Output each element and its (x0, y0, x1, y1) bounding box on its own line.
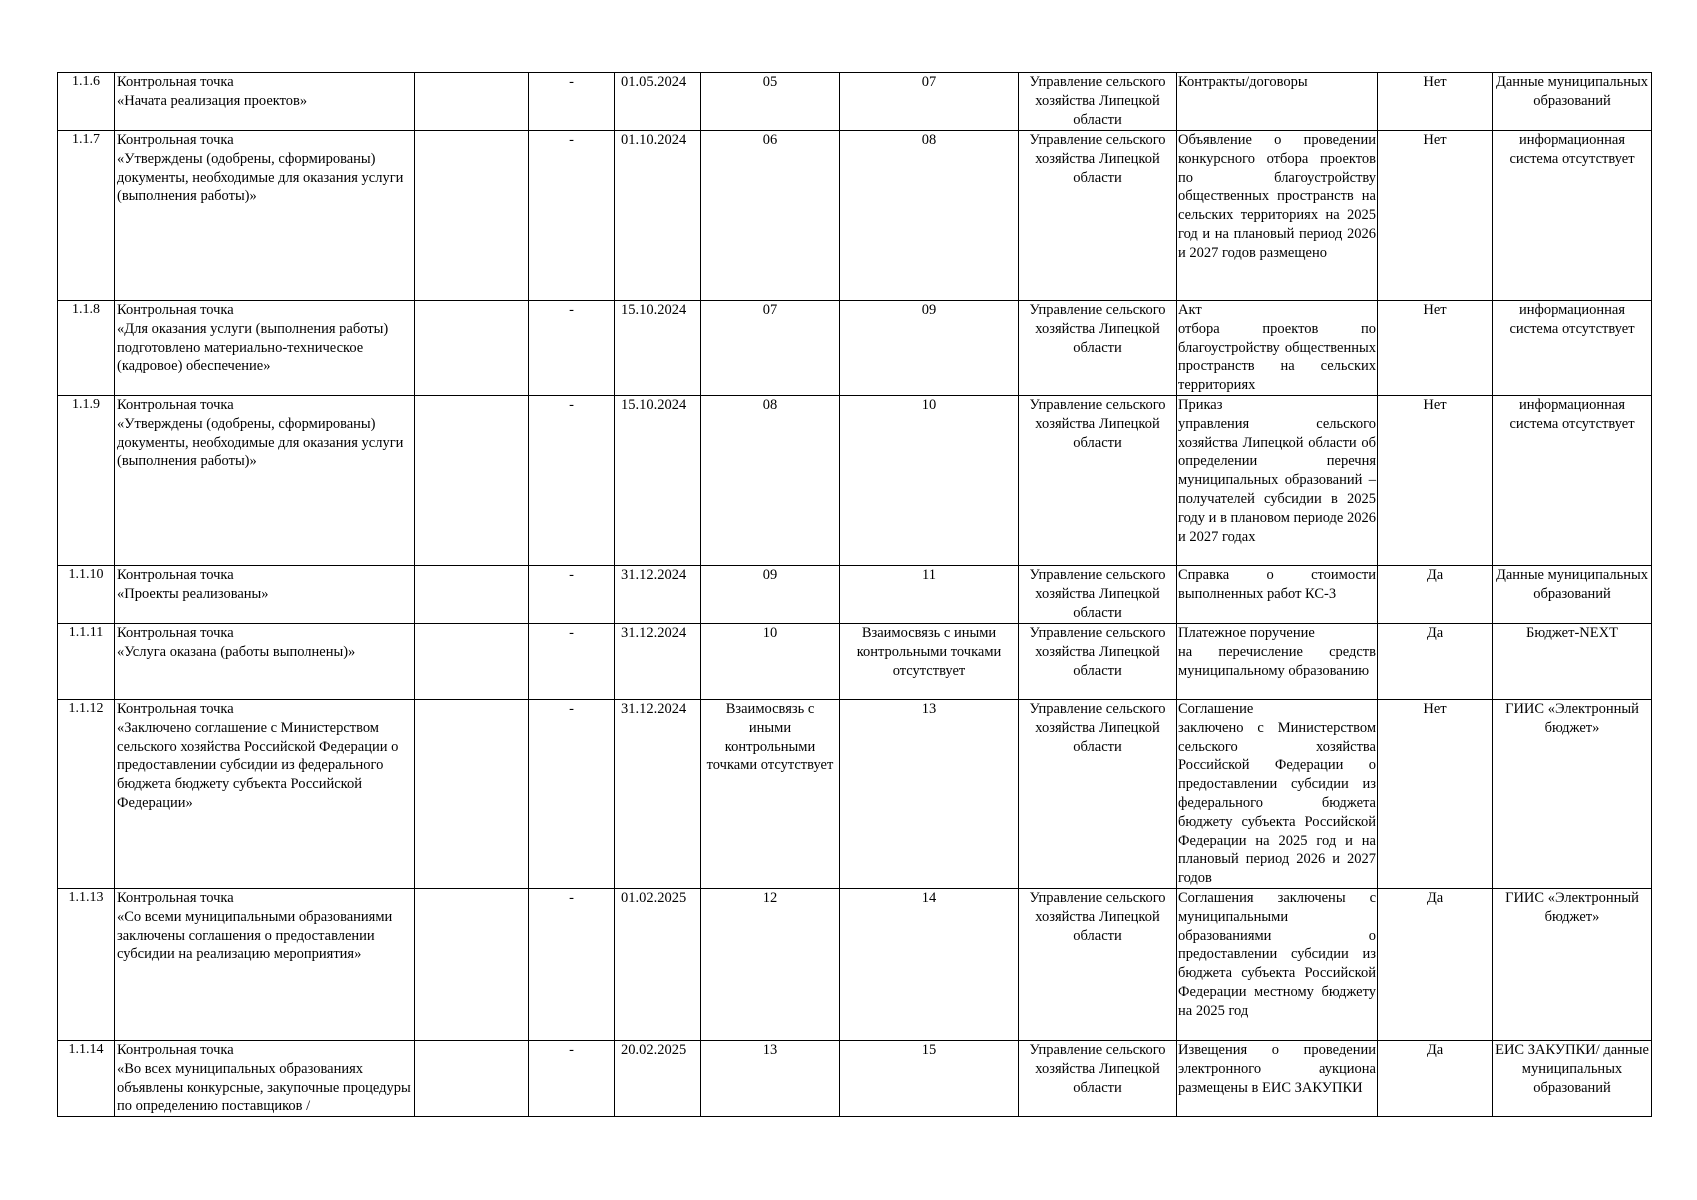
responsible-body: Управление сельского хозяйства Липецкой области (1019, 1040, 1177, 1116)
information-system: ГИИС «Электронный бюджет» (1493, 700, 1652, 889)
control-point-name: Контрольная точка «Для оказания услуги (выполнения работы) подготовлено материально-техническое (кадровое) обеспечение» (115, 301, 415, 396)
information-system: информационная система отсутствует (1493, 396, 1652, 566)
table-row (58, 566, 1652, 624)
dash-cell: - (529, 396, 615, 566)
next-point: Взаимосвязь с иными контрольными точками отсутствует (840, 624, 1019, 700)
blank-cell (415, 396, 529, 566)
information-system: информационная система отсутствует (1493, 301, 1652, 396)
document-type: Приказ управления сельского хозяйства Липецкой области об определении перечня муниципальных образований – получателей субсидии в 2025 году и в плановом периоде 2026 и 2027 годах (1177, 396, 1378, 566)
row-number: 1.1.11 (58, 624, 115, 700)
flag-cell: Нет (1378, 131, 1493, 301)
date-cell: 31.12.2024 (615, 700, 701, 889)
date-cell: 01.10.2024 (615, 131, 701, 301)
flag-cell: Нет (1378, 301, 1493, 396)
table-row (58, 1040, 1652, 1116)
dash-cell: - (529, 131, 615, 301)
dash-cell: - (529, 888, 615, 1040)
table-row (58, 396, 1652, 566)
blank-cell (415, 888, 529, 1040)
table-row (58, 131, 1652, 301)
dash-cell: - (529, 624, 615, 700)
date-cell: 31.12.2024 (615, 566, 701, 624)
blank-cell (415, 624, 529, 700)
blank-cell (415, 566, 529, 624)
next-point: 09 (840, 301, 1019, 396)
responsible-body: Управление сельского хозяйства Липецкой области (1019, 624, 1177, 700)
responsible-body: Управление сельского хозяйства Липецкой области (1019, 73, 1177, 131)
flag-cell: Нет (1378, 396, 1493, 566)
next-point: 07 (840, 73, 1019, 131)
row-number: 1.1.14 (58, 1040, 115, 1116)
date-cell: 31.12.2024 (615, 624, 701, 700)
previous-point: 08 (701, 396, 840, 566)
information-system: Данные муниципальных образований (1493, 566, 1652, 624)
table-row (58, 888, 1652, 1040)
row-number: 1.1.12 (58, 700, 115, 889)
row-number: 1.1.6 (58, 73, 115, 131)
date-cell: 01.05.2024 (615, 73, 701, 131)
blank-cell (415, 700, 529, 889)
dash-cell: - (529, 566, 615, 624)
responsible-body: Управление сельского хозяйства Липецкой области (1019, 700, 1177, 889)
control-point-name: Контрольная точка «Утверждены (одобрены, сформированы) документы, необходимые для оказания услуги (выполнения работы)» (115, 131, 415, 301)
flag-cell: Да (1378, 566, 1493, 624)
table-row (58, 301, 1652, 396)
previous-point: 05 (701, 73, 840, 131)
flag-cell: Да (1378, 624, 1493, 700)
blank-cell (415, 1040, 529, 1116)
dash-cell: - (529, 73, 615, 131)
table-body (58, 73, 1652, 1117)
control-point-name: Контрольная точка «Со всеми муниципальными образованиями заключены соглашения о предоставлении субсидии на реализацию мероприятия» (115, 888, 415, 1040)
flag-cell: Да (1378, 888, 1493, 1040)
blank-cell (415, 73, 529, 131)
document-type: Объявление о проведении конкурсного отбора проектов по благоустройству общественных пространств на сельских территориях на 2025 год и на плановый период 2026 и 2027 годов размещено (1177, 131, 1378, 301)
flag-cell: Да (1378, 1040, 1493, 1116)
control-points-table (57, 72, 1652, 1117)
document-type: Платежное поручение на перечисление средств муниципальному образованию (1177, 624, 1378, 700)
row-number: 1.1.13 (58, 888, 115, 1040)
document-type: Соглашение заключено с Министерством сельского хозяйства Российской Федерации о предоставлении субсидии из федерального бюджета бюджету субъекта Российской Федерации на 2025 год и на плановый период 2026 и 2027 годов (1177, 700, 1378, 889)
previous-point: 07 (701, 301, 840, 396)
date-cell: 15.10.2024 (615, 396, 701, 566)
control-point-name: Контрольная точка «Во всех муниципальных образованиях объявлены конкурсные, закупочные процедуры по определению поставщиков / (115, 1040, 415, 1116)
blank-cell (415, 301, 529, 396)
responsible-body: Управление сельского хозяйства Липецкой области (1019, 301, 1177, 396)
flag-cell: Нет (1378, 73, 1493, 131)
previous-point: Взаимосвязь с иными контрольными точками отсутствует (701, 700, 840, 889)
responsible-body: Управление сельского хозяйства Липецкой области (1019, 131, 1177, 301)
document-type: Соглашения заключены с муниципальными образованиями о предоставлении субсидии из бюджета субъекта Российской Федерации местному бюджету на 2025 год (1177, 888, 1378, 1040)
previous-point: 06 (701, 131, 840, 301)
previous-point: 13 (701, 1040, 840, 1116)
responsible-body: Управление сельского хозяйства Липецкой области (1019, 566, 1177, 624)
control-point-name: Контрольная точка «Заключено соглашение с Министерством сельского хозяйства Российской Федерации о предоставлении субсидии из федерального бюджета бюджету субъекта Российской Федерации» (115, 700, 415, 889)
dash-cell: - (529, 700, 615, 889)
control-point-name: Контрольная точка «Начата реализация проектов» (115, 73, 415, 131)
information-system: ЕИС ЗАКУПКИ/ данные муниципальных образований (1493, 1040, 1652, 1116)
previous-point: 10 (701, 624, 840, 700)
control-point-name: Контрольная точка «Услуга оказана (работы выполнены)» (115, 624, 415, 700)
date-cell: 20.02.2025 (615, 1040, 701, 1116)
next-point: 15 (840, 1040, 1019, 1116)
responsible-body: Управление сельского хозяйства Липецкой области (1019, 396, 1177, 566)
next-point: 10 (840, 396, 1019, 566)
responsible-body: Управление сельского хозяйства Липецкой области (1019, 888, 1177, 1040)
previous-point: 09 (701, 566, 840, 624)
document-type: Акт отбора проектов по благоустройству общественных пространств на сельских территориях (1177, 301, 1378, 396)
table-row (58, 73, 1652, 131)
dash-cell: - (529, 1040, 615, 1116)
next-point: 14 (840, 888, 1019, 1040)
blank-cell (415, 131, 529, 301)
control-point-name: Контрольная точка «Утверждены (одобрены, сформированы) документы, необходимые для оказания услуги (выполнения работы)» (115, 396, 415, 566)
flag-cell: Нет (1378, 700, 1493, 889)
row-number: 1.1.10 (58, 566, 115, 624)
table-row (58, 700, 1652, 889)
information-system: информационная система отсутствует (1493, 131, 1652, 301)
table-row (58, 624, 1652, 700)
document-type: Контракты/договоры (1177, 73, 1378, 131)
information-system: ГИИС «Электронный бюджет» (1493, 888, 1652, 1040)
next-point: 11 (840, 566, 1019, 624)
row-number: 1.1.7 (58, 131, 115, 301)
document-type: Справка о стоимости выполненных работ КС-3 (1177, 566, 1378, 624)
previous-point: 12 (701, 888, 840, 1040)
row-number: 1.1.9 (58, 396, 115, 566)
document-page (57, 72, 1651, 1117)
next-point: 13 (840, 700, 1019, 889)
document-type: Извещения о проведении электронного аукциона размещены в ЕИС ЗАКУПКИ (1177, 1040, 1378, 1116)
information-system: Бюджет-NEXT (1493, 624, 1652, 700)
row-number: 1.1.8 (58, 301, 115, 396)
information-system: Данные муниципальных образований (1493, 73, 1652, 131)
date-cell: 15.10.2024 (615, 301, 701, 396)
date-cell: 01.02.2025 (615, 888, 701, 1040)
dash-cell: - (529, 301, 615, 396)
control-point-name: Контрольная точка «Проекты реализованы» (115, 566, 415, 624)
next-point: 08 (840, 131, 1019, 301)
